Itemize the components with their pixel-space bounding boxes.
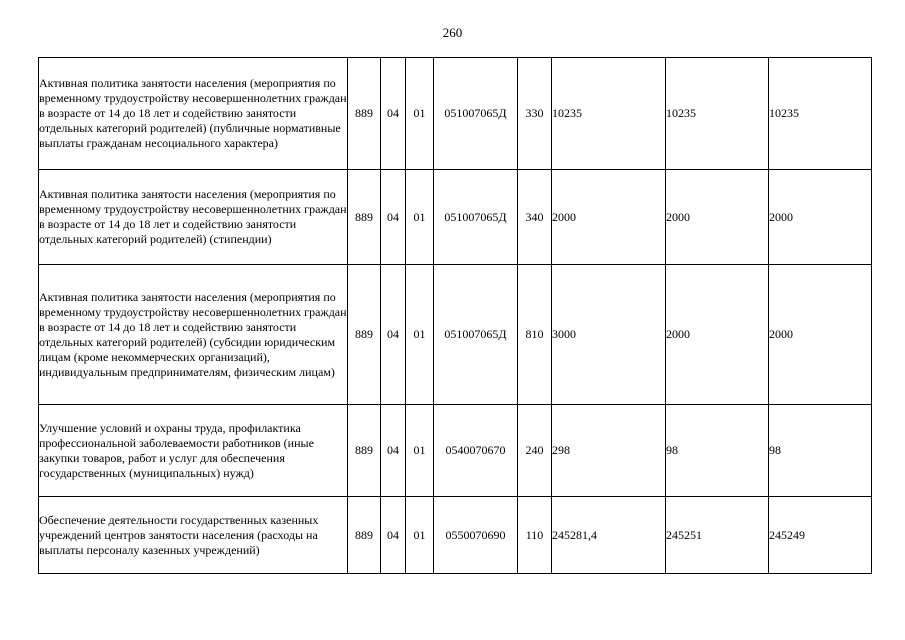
- subsection-code: 01: [406, 265, 434, 405]
- amount-1: 298: [552, 405, 666, 497]
- section-code: 04: [381, 58, 406, 170]
- subsection-code: 01: [406, 170, 434, 265]
- ministry-code: 889: [348, 405, 381, 497]
- expense-type-code: 810: [518, 265, 552, 405]
- subsection-code: 01: [406, 405, 434, 497]
- target-article-code: 051007065Д: [434, 265, 518, 405]
- budget-table: [38, 57, 872, 574]
- amount-1: 3000: [552, 265, 666, 405]
- amount-3: 2000: [769, 265, 872, 405]
- expense-type-code: 340: [518, 170, 552, 265]
- table-row: [39, 265, 872, 405]
- row-description: Обеспечение деятельности государственных казенных учреждений центров занятости населения (расходы на выплаты персоналу казенных учреждений): [39, 497, 348, 574]
- target-article-code: 0540070670: [434, 405, 518, 497]
- section-code: 04: [381, 497, 406, 574]
- section-code: 04: [381, 170, 406, 265]
- target-article-code: 051007065Д: [434, 170, 518, 265]
- ministry-code: 889: [348, 497, 381, 574]
- amount-2: 2000: [666, 170, 769, 265]
- table-row: [39, 405, 872, 497]
- section-code: 04: [381, 265, 406, 405]
- table-row: [39, 58, 872, 170]
- amount-3: 98: [769, 405, 872, 497]
- row-description: Активная политика занятости населения (мероприятия по временному трудоустройству несовершеннолетних граждан в возрасте от 14 до 18 лет и содействию занятости отдельных категорий родителей) (стипендии): [39, 170, 348, 265]
- section-code: 04: [381, 405, 406, 497]
- ministry-code: 889: [348, 265, 381, 405]
- ministry-code: 889: [348, 58, 381, 170]
- row-description: Активная политика занятости населения (мероприятия по временному трудоустройству несовершеннолетних граждан в возрасте от 14 до 18 лет и содействию занятости отдельных категорий родителей) (публичные нормативные выплаты гражданам несоциального характера): [39, 58, 348, 170]
- expense-type-code: 110: [518, 497, 552, 574]
- target-article-code: 0550070690: [434, 497, 518, 574]
- table-row: [39, 497, 872, 574]
- expense-type-code: 330: [518, 58, 552, 170]
- amount-3: 2000: [769, 170, 872, 265]
- row-description: Активная политика занятости населения (мероприятия по временному трудоустройству несовершеннолетних граждан в возрасте от 14 до 18 лет и содействию занятости отдельных категорий родителей) (субсидии юридическим лицам (кроме некоммерческих организаций), индивидуальным предпринимателям, физическим лицам): [39, 265, 348, 405]
- row-description: Улучшение условий и охраны труда, профилактика профессиональной заболеваемости работников (иные закупки товаров, работ и услуг для обеспечения государственных (муниципальных) нужд): [39, 405, 348, 497]
- target-article-code: 051007065Д: [434, 58, 518, 170]
- amount-2: 10235: [666, 58, 769, 170]
- page-number: 260: [442, 25, 463, 40]
- amount-2: 245251: [666, 497, 769, 574]
- amount-1: 10235: [552, 58, 666, 170]
- subsection-code: 01: [406, 497, 434, 574]
- table-row: [39, 170, 872, 265]
- amount-3: 10235: [769, 58, 872, 170]
- amount-2: 98: [666, 405, 769, 497]
- subsection-code: 01: [406, 58, 434, 170]
- amount-2: 2000: [666, 265, 769, 405]
- expense-type-code: 240: [518, 405, 552, 497]
- amount-1: 245281,4: [552, 497, 666, 574]
- amount-1: 2000: [552, 170, 666, 265]
- amount-3: 245249: [769, 497, 872, 574]
- ministry-code: 889: [348, 170, 381, 265]
